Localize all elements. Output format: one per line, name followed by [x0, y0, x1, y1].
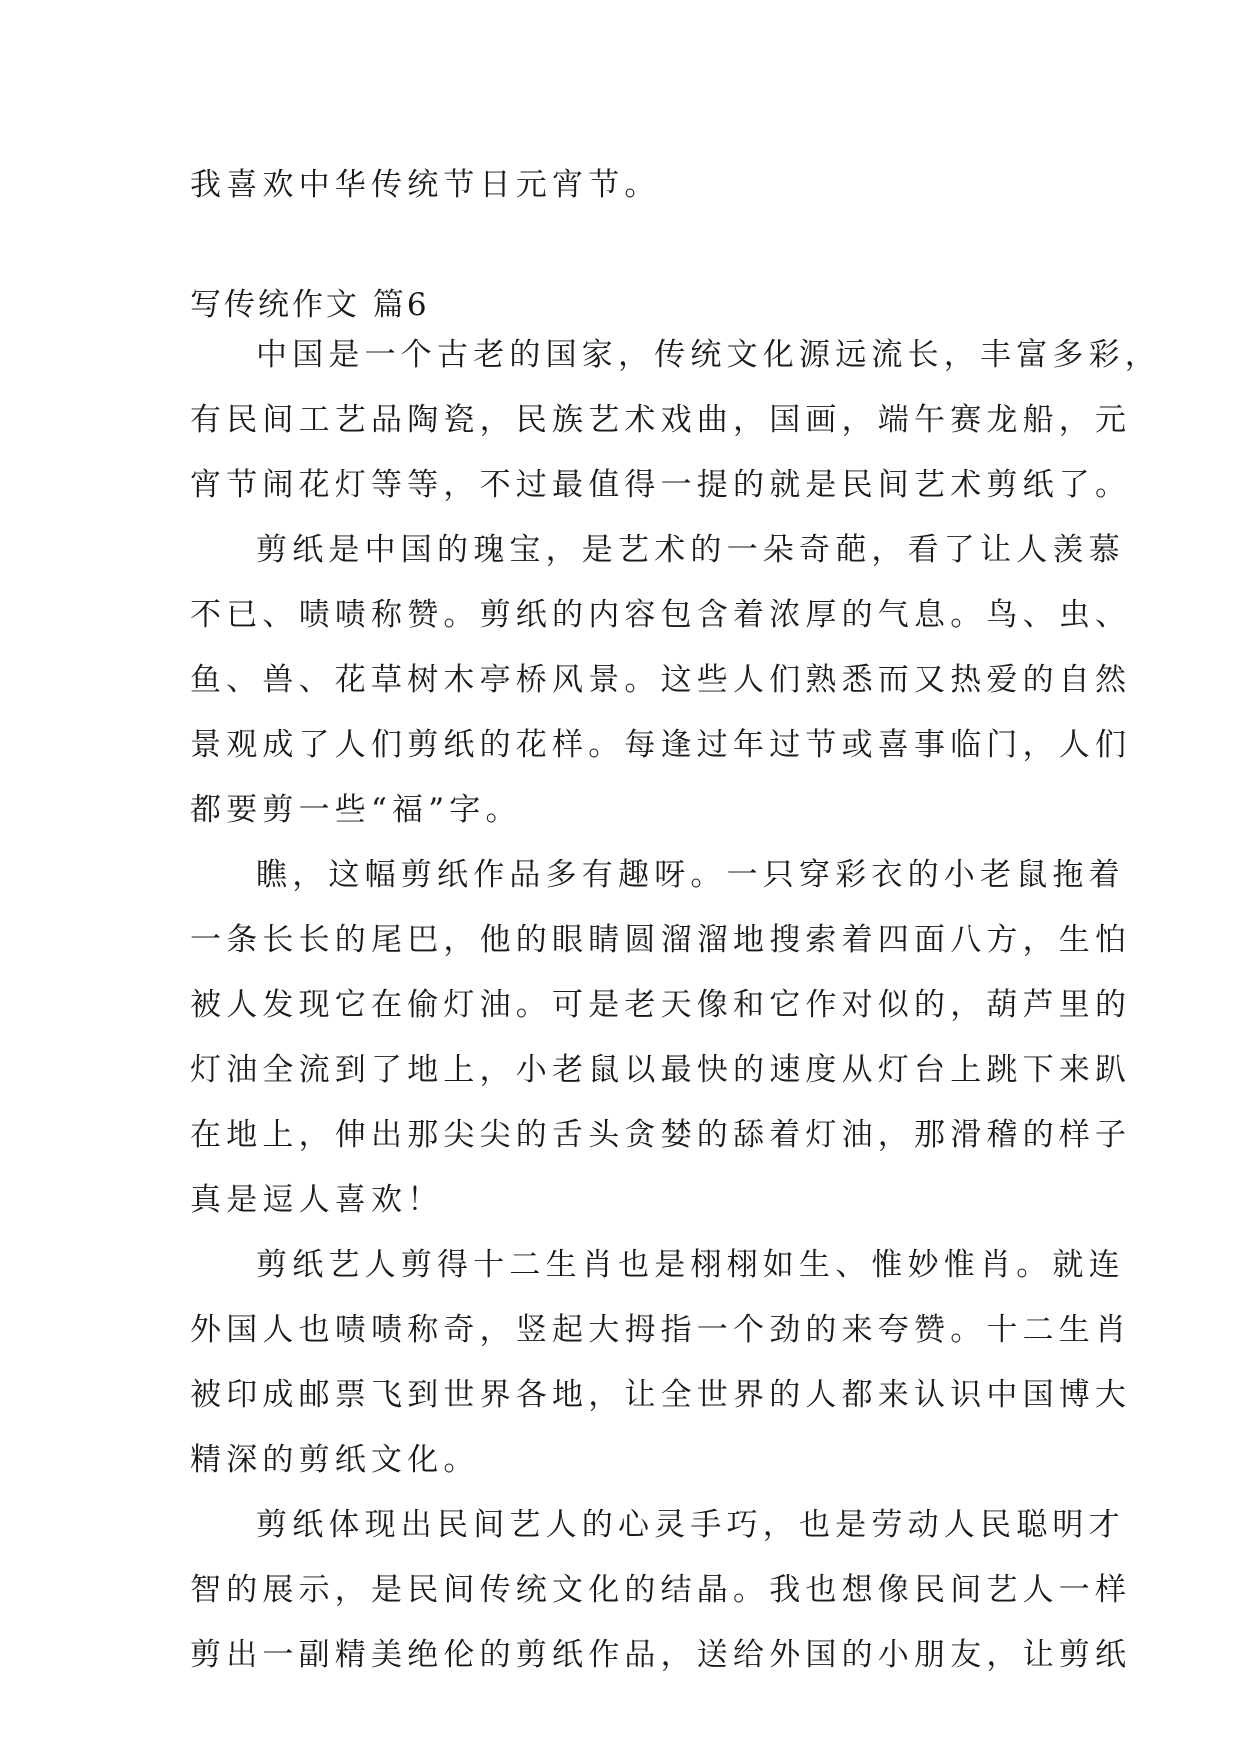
paragraph-line: 智的展示，是民间传统文化的结晶。我也想像民间艺人一样 [190, 1572, 1132, 1608]
paragraph-line: 被印成邮票飞到世界各地，让全世界的人都来认识中国博大 [190, 1377, 1132, 1413]
paragraph-line: 外国人也啧啧称奇，竖起大拇指一个劲的来夸赞。十二生肖 [190, 1312, 1132, 1348]
paragraph-line: 精深的剪纸文化。 [190, 1442, 480, 1478]
paragraph-line: 剪纸艺人剪得十二生肖也是栩栩如生、惟妙惟肖。就连 [256, 1247, 1125, 1283]
paragraph-line: 剪纸体现出民间艺人的心灵手巧，也是劳动人民聪明才 [256, 1507, 1125, 1543]
paragraph-line: 都要剪一些“福”字。 [190, 792, 522, 828]
paragraph-line: 不已、啧啧称赞。剪纸的内容包含着浓厚的气息。鸟、虫、 [190, 597, 1132, 633]
paragraph-line: 鱼、兽、花草树木亭桥风景。这些人们熟悉而又热爱的自然 [190, 662, 1132, 698]
paragraph-line: 中国是一个古老的国家，传统文化源远流长，丰富多彩， [256, 337, 1161, 373]
paragraph-line: 被人发现它在偷灯油。可是老天像和它作对似的，葫芦里的 [190, 987, 1132, 1023]
paragraph-line: 剪出一副精美绝伦的剪纸作品，送给外国的小朋友，让剪纸 [190, 1637, 1132, 1673]
section-title: 写传统作文 篇6 [190, 287, 430, 323]
paragraph-line: 剪纸是中国的瑰宝，是艺术的一朵奇葩，看了让人羡慕 [256, 532, 1125, 568]
paragraph-line: 有民间工艺品陶瓷，民族艺术戏曲，国画，端午赛龙船，元 [190, 402, 1132, 438]
paragraph-line: 在地上，伸出那尖尖的舌头贪婪的舔着灯油，那滑稽的样子 [190, 1117, 1132, 1153]
paragraph-line: 景观成了人们剪纸的花样。每逢过年过节或喜事临门，人们 [190, 727, 1132, 763]
paragraph-line: 瞧，这幅剪纸作品多有趣呀。一只穿彩衣的小老鼠拖着 [256, 857, 1125, 893]
paragraph-line: 一条长长的尾巴，他的眼睛圆溜溜地搜索着四面八方，生怕 [190, 922, 1132, 958]
paragraph-line: 灯油全流到了地上，小老鼠以最快的速度从灯台上跳下来趴 [190, 1052, 1132, 1088]
closing-line: 我喜欢中华传统节日元宵节。 [190, 167, 661, 203]
paragraph-line: 宵节闹花灯等等，不过最值得一提的就是民间艺术剪纸了。 [190, 467, 1132, 503]
paragraph-line: 真是逗人喜欢！ [190, 1182, 444, 1218]
